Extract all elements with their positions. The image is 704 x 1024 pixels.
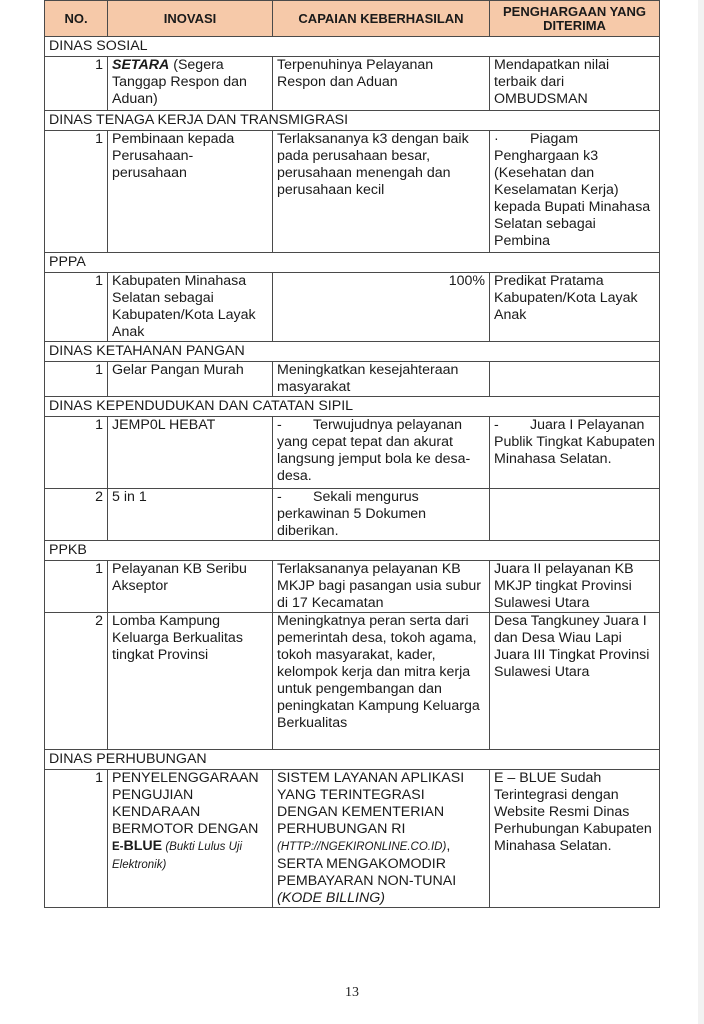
cell-penghargaan	[490, 131, 660, 253]
cell-inovasi: Lomba Kampung Keluarga Berkualitas tingkat Provinsi	[108, 613, 273, 750]
table-row	[45, 489, 660, 541]
capaian-link: (HTTP://NGEKIRONLINE.CO.ID)	[277, 841, 447, 853]
section-row	[45, 541, 660, 561]
section-title: DINAS SOSIAL	[45, 37, 660, 57]
header-capaian: CAPAIAN KEBERHASILAN	[273, 1, 490, 37]
section-title: DINAS KETAHANAN PANGAN	[45, 342, 660, 362]
cell-capaian: Meningkatnya peran serta dari pemerintah desa, tokoh agama, tokoh masyarakat, kader, kelompok kerja dan mitra kerja untuk pengembangan dan peningkatan Kampung Keluarga Berkualitas	[273, 613, 490, 750]
capaian-text: Sekali mengurus perkawinan 5 Dokumen diberikan.	[277, 489, 427, 539]
section-title: DINAS PERHUBUNGAN	[45, 750, 660, 770]
cell-penghargaan: Desa Tangkuney Juara I dan Desa Wiau Lapi Juara III Tingkat Provinsi Sulawesi Utara	[490, 613, 660, 750]
inovasi-prefix: E-	[112, 841, 124, 853]
capaian-text: SISTEM LAYANAN APLIKASI YANG TERINTEGRASI DENGAN KEMENTERIAN PERHUBUNGAN RI	[277, 770, 465, 837]
cell-inovasi: Pelayanan KB Seribu Akseptor	[108, 561, 273, 613]
capaian-italic-2: (KODE BILLING)	[277, 890, 386, 906]
cell-no: 1	[45, 131, 108, 253]
inovasi-italic: (Bukti Lulus Uji Elektronik)	[112, 841, 243, 871]
cell-capaian	[273, 489, 490, 541]
table-row	[45, 770, 660, 908]
cell-no: 1	[45, 273, 108, 342]
section-row	[45, 750, 660, 770]
cell-capaian: Terlaksananya pelayanan KB MKJP bagi pasangan usia subur di 17 Kecamatan	[273, 561, 490, 613]
cell-inovasi	[108, 770, 273, 908]
section-row	[45, 37, 660, 57]
table-row	[45, 131, 660, 253]
innovation-table	[44, 0, 660, 908]
bullet: ·	[494, 131, 499, 147]
cell-penghargaan: Juara II pelayanan KB MKJP tingkat Provinsi Sulawesi Utara	[490, 561, 660, 613]
section-row	[45, 342, 660, 362]
section-title: PPPA	[45, 253, 660, 273]
page-edge	[698, 0, 704, 1024]
bullet: -	[494, 417, 499, 433]
cell-penghargaan	[490, 417, 660, 489]
cell-no: 1	[45, 417, 108, 489]
cell-no: 1	[45, 57, 108, 111]
section-row	[45, 111, 660, 131]
capaian-text-2: , SERTA MENGAKOMODIR PEMBAYARAN NON-TUNAI	[277, 838, 457, 889]
cell-capaian: Meningkatkan kesejahteraan masyarakat	[273, 362, 490, 397]
section-title: DINAS KEPENDUDUKAN DAN CATATAN SIPIL	[45, 397, 660, 417]
bullet: -	[277, 489, 282, 505]
cell-inovasi: JEMP0L HEBAT	[108, 417, 273, 489]
section-row	[45, 397, 660, 417]
header-no: NO.	[45, 1, 108, 37]
table-row	[45, 417, 660, 489]
cell-inovasi: Pembinaan kepada Perusahaan-perusahaan	[108, 131, 273, 253]
cell-no: 1	[45, 770, 108, 908]
table-row	[45, 613, 660, 750]
table-row	[45, 273, 660, 342]
page-number: 13	[345, 985, 359, 1000]
section-title: PPKB	[45, 541, 660, 561]
cell-penghargaan	[490, 362, 660, 397]
cell-capaian: Terpenuhinya Pelayanan Respon dan Aduan	[273, 57, 490, 111]
inovasi-bold: SETARA	[112, 57, 170, 73]
table-header-row	[45, 1, 660, 37]
table-row	[45, 362, 660, 397]
cell-inovasi	[108, 57, 273, 111]
inovasi-text: (Segera Tanggap Respon dan Aduan)	[112, 57, 247, 107]
bullet: -	[277, 417, 282, 433]
header-penghargaan: PENGHARGAAN YANG DITERIMA	[490, 1, 660, 37]
inovasi-text: PENYELENGGARAAN PENGUJIAN KENDARAAN BERMOTOR DENGAN	[112, 770, 259, 837]
table-row	[45, 561, 660, 613]
cell-inovasi: Gelar Pangan Murah	[108, 362, 273, 397]
cell-no: 1	[45, 561, 108, 613]
cell-capaian	[273, 417, 490, 489]
header-inovasi: INOVASI	[108, 1, 273, 37]
cell-penghargaan: Predikat Pratama Kabupaten/Kota Layak Anak	[490, 273, 660, 342]
cell-capaian	[273, 770, 490, 908]
inovasi-bold: BLUE	[123, 838, 163, 854]
cell-inovasi: 5 in 1	[108, 489, 273, 541]
cell-inovasi: Kabupaten Minahasa Selatan sebagai Kabupaten/Kota Layak Anak	[108, 273, 273, 342]
penghargaan-text: Piagam Penghargaan k3 (Kesehatan dan Keselamatan Kerja) kepada Bupati Minahasa Selatan sebagai Pembina	[494, 131, 651, 249]
cell-no: 2	[45, 613, 108, 750]
cell-penghargaan: Mendapatkan nilai terbaik dari OMBUDSMAN	[490, 57, 660, 111]
penghargaan-text: Juara I Pelayanan Publik Tingkat Kabupaten Minahasa Selatan.	[494, 417, 655, 467]
cell-capaian: 100%	[273, 273, 490, 342]
capaian-text: Terwujudnya pelayanan yang cepat tepat dan akurat langsung jemput bola ke desa-desa.	[277, 417, 471, 484]
cell-no: 1	[45, 362, 108, 397]
cell-penghargaan: E – BLUE Sudah Terintegrasi dengan Website Resmi Dinas Perhubungan Kabupaten Minahasa Selatan.	[490, 770, 660, 908]
section-title: DINAS TENAGA KERJA DAN TRANSMIGRASI	[45, 111, 660, 131]
cell-capaian: Terlaksananya k3 dengan baik pada perusahaan besar, perusahaan menengah dan perusahaan kecil	[273, 131, 490, 253]
table-row	[45, 57, 660, 111]
cell-penghargaan	[490, 489, 660, 541]
cell-no: 2	[45, 489, 108, 541]
section-row	[45, 253, 660, 273]
